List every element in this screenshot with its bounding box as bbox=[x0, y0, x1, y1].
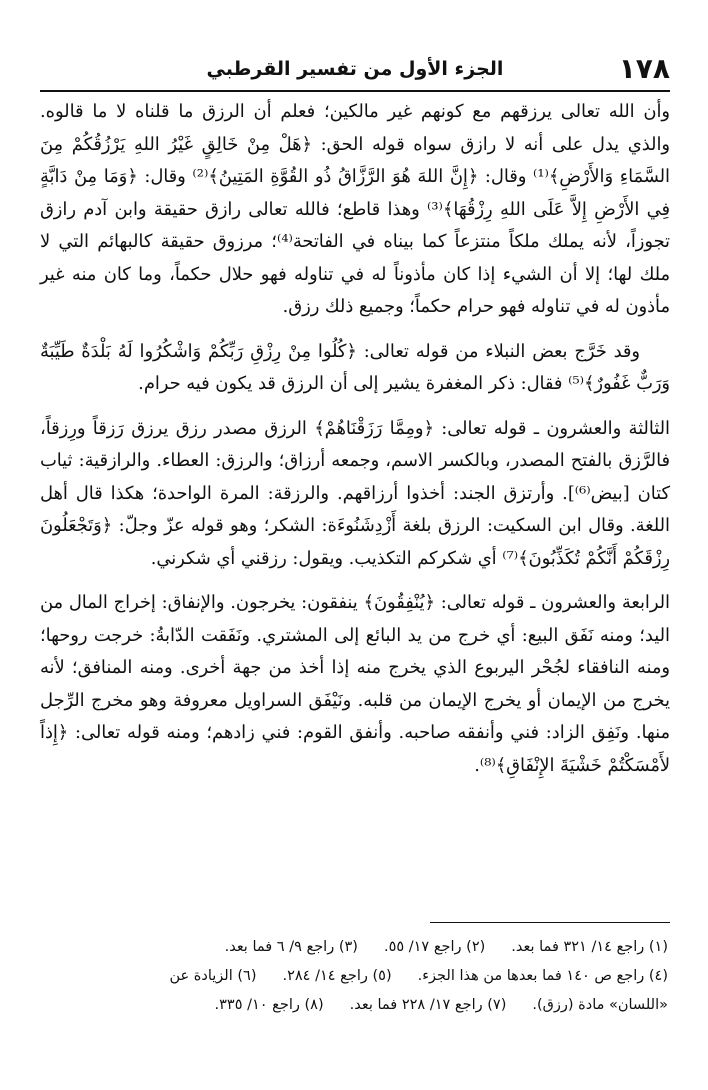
main-text bbox=[40, 96, 670, 782]
footnote-row bbox=[40, 962, 668, 991]
footnote-7: (٧) راجع ١٧/ ٢٢٨ فما بعد. bbox=[349, 997, 507, 1013]
footnote-5: (٥) راجع ١٤/ ٢٨٤. bbox=[282, 968, 392, 984]
footnote-row bbox=[40, 933, 668, 962]
footnote-6-continued: «اللسان» مادة (رزق). bbox=[532, 997, 668, 1013]
paragraph-3: الثالثة والعشرون ـ قوله تعالى: ﴿ومِمَّا رَزَقْنَاهُمْ﴾ الرزق مصدر رزق يرزق رَزقاً ورِزقاً، فالرَّزق بالفتح المصدر، وبالكسر الاسم، وجمعه أرزاق؛ والرزق: العطاء. والرازقية: ثياب كتان [بيض⁽⁶⁾]. وأرتزق الجند: أخذوا أرزاقهم. والرزقة: المرة الواحدة؛ هكذا قال أهل اللغة. وقال ابن السكيت: الرزق بلغة أَزْدِشَنُوءَة: الشكر؛ وهو قوله عزّ وجلّ: ﴿وَتَجْعَلُونَ رِزْقَكُمْ أَنَّكُمْ تُكَذِّبُونَ﴾⁽⁷⁾ أي شكركم التكذيب. ويقول: رزقني أي شكرني. bbox=[40, 417, 670, 569]
footnote-3: (٣) راجع ٩/ ٦ فما بعد. bbox=[224, 939, 358, 955]
paragraph-4: الرابعة والعشرون ـ قوله تعالى: ﴿يُنْفِقُونَ﴾ ينفقون: يخرجون. والإنفاق: إخراج المال من اليد؛ ومنه نَفَق البيع: أي خرج من يد البائع إلى المشتري. ونَفَقت الدّابةُ: خرجت روحها؛ ومنه النافقاء لجُحْر اليربوع الذي يخرج منه إذا أخذ من جهة أخرى. ومنه المنافق؛ لأنه يخرج من الإيمان أو يخرج الإيمان من قلبه. ونَيْفَق السراويل معروفة وهو مخرج الرِّجل منها. ونَفِق الزاد: فني وأنفقه صاحبه. وأنفق القوم: فني زادهم؛ ومنه قوله تعالى: ﴿إِذاً لأَمْسَكْتُمْ خَشْيَةَ الإِنْفَاقِ﴾⁽⁸⁾. bbox=[40, 592, 670, 776]
footnotes bbox=[40, 933, 668, 1020]
page-number: ١٧٨ bbox=[618, 52, 670, 85]
paragraph-1: وأن الله تعالى يرزقهم مع كونهم غير مالكين؛ فعلم أن الرزق ما قلناه لا ما قالوه. والذي يدل على أنه لا رازق سواه قوله الحق: ﴿هَلْ مِنْ خَالِقٍ غَيْرُ اللهِ يَرْزُقُكُمْ مِنَ السَّمَاءِ وَالأَرْضِ﴾⁽¹⁾ وقال: ﴿إِنَّ اللهَ هُوَ الرَّزَّاقُ ذُو القُوَّةِ المَتِينُ﴾⁽²⁾ وقال: ﴿وَمَا مِنْ دَابَّةٍ فِي الأَرْضِ إِلاَّ عَلَى اللهِ رِزْقُهَا﴾⁽³⁾ وهذا قاطع؛ فالله تعالى رازق حقيقة وابن آدم رازق تجوزاً، لأنه يملك ملكاً منتزعاً كما بيناه في الفاتحة⁽⁴⁾؛ مرزوق حقيقة كالبهائم التي لا ملك لها؛ إلا أن الشيء إذا كان مأذوناً له في تناوله فهو حلال حكماً، وما كان منه غير مأذون له في تناوله فهو حرام حكماً؛ وجميع ذلك رزق. bbox=[40, 101, 670, 317]
footnote-1: (١) راجع ١٤/ ٣٢١ فما بعد. bbox=[511, 939, 668, 955]
footnote-2: (٢) راجع ١٧/ ٥٥. bbox=[383, 939, 486, 955]
paragraph-2: وقد خَرَّج بعض النبلاء من قوله تعالى: ﴿كُلُوا مِنْ رِزْقِ رَبِّكُمْ وَاشْكُرُوا لَهُ بَلْدَةٌ طَيِّبَةٌ وَرَبٌّ غَفُورٌ﴾⁽⁵⁾ فقال: ذكر المغفرة يشير إلى أن الرزق قد يكون فيه حرام. bbox=[40, 340, 670, 394]
footnote-4: (٤) راجع ص ١٤٠ فما بعدها من هذا الجزء. bbox=[417, 968, 668, 984]
page-header bbox=[40, 50, 670, 92]
footnote-divider bbox=[430, 922, 670, 923]
running-title: الجزء الأول من تفسير القرطبي bbox=[206, 58, 504, 80]
footnote-row bbox=[40, 991, 668, 1020]
footnote-8: (٨) راجع ١٠/ ٣٣٥. bbox=[214, 997, 324, 1013]
footnote-6: (٦) الزيادة عن bbox=[169, 968, 257, 984]
